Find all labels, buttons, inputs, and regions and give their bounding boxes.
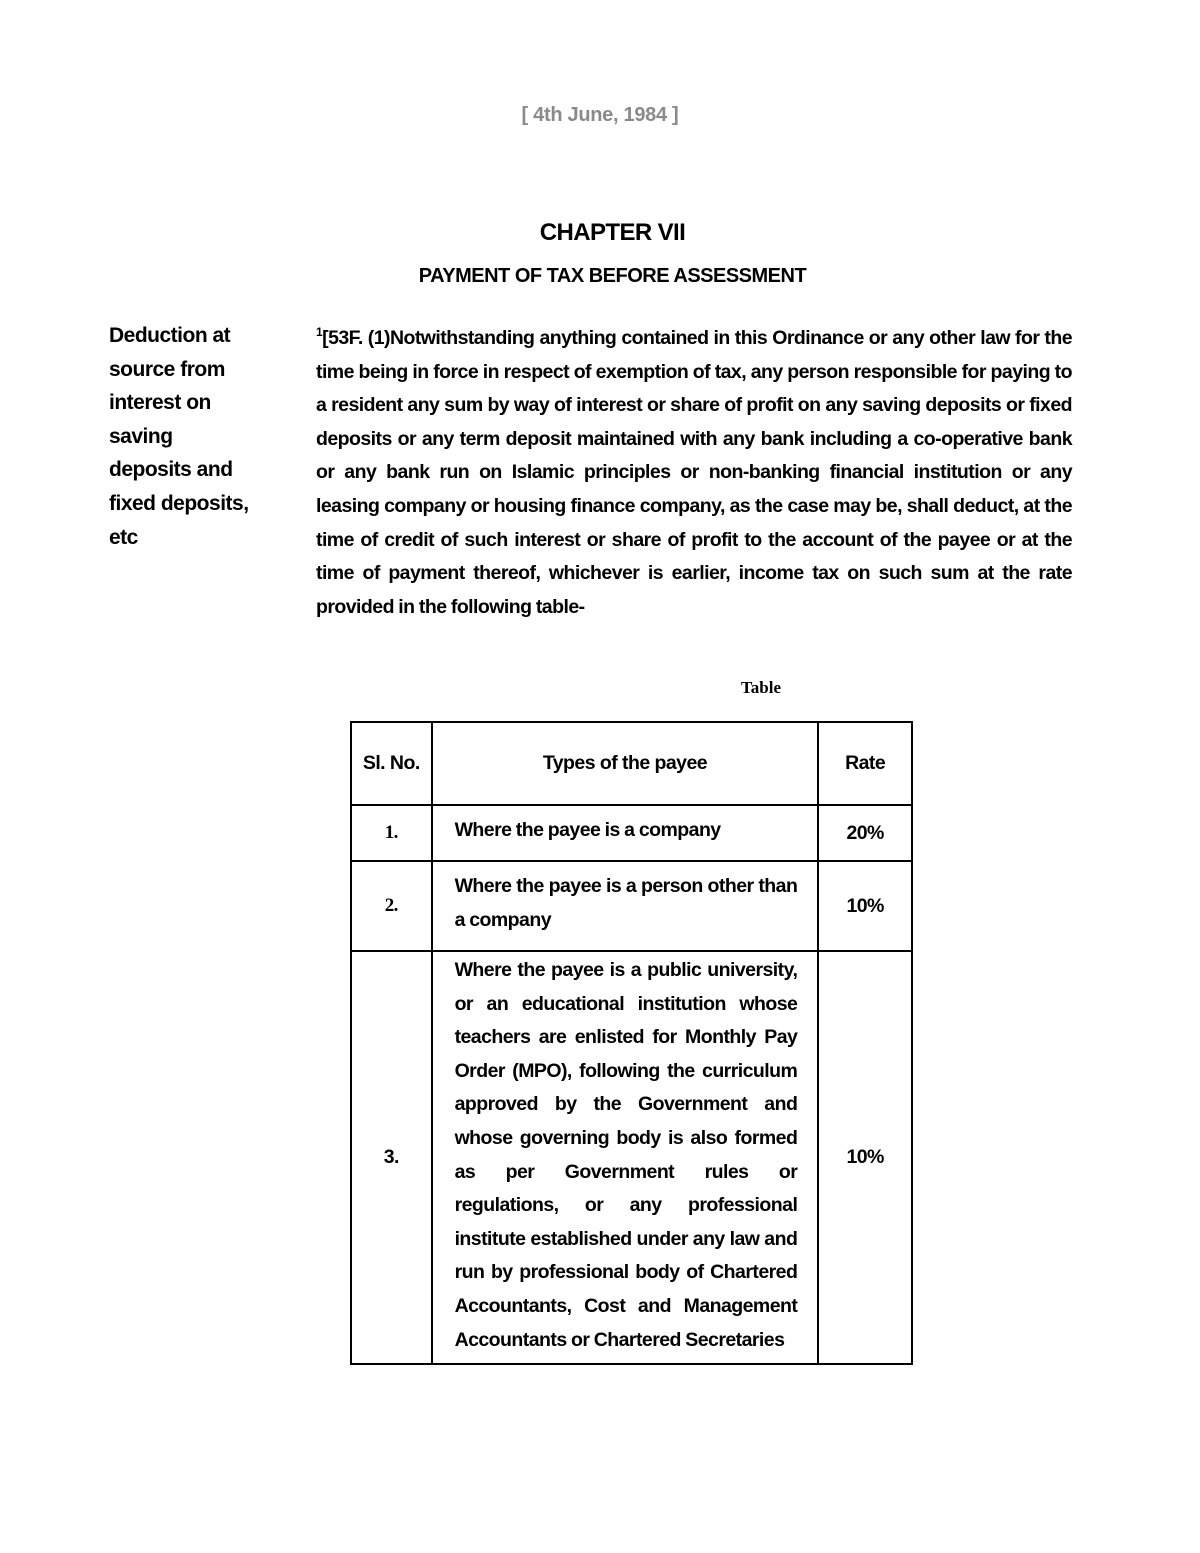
row-sl-no: 1. (351, 805, 432, 861)
row-payee-type: Where the payee is a public university, or an educational institution whose teachers are enlisted for Monthly Pay Order (MPO), following the curriculum approved by the Government and whose governing body is also formed as per Government rules or regulations, or any professional institute established under any law and run by professional body of Chartered Accountants, Cost and Management Accountants or Chartered Secretaries (432, 951, 819, 1364)
table-header-row (351, 722, 912, 805)
header-payee-type: Types of the payee (432, 722, 819, 805)
row-rate: 10% (818, 861, 912, 951)
table-row (351, 805, 912, 861)
row-payee-type: Where the payee is a person other than a company (432, 861, 819, 951)
header-rate: Rate (818, 722, 912, 805)
table-row (351, 861, 912, 951)
row-rate: 20% (818, 805, 912, 861)
payee-rate-table (350, 721, 913, 1365)
section-text: [53F. (1)Notwithstanding anything contained in this Ordinance or any other law for the time being in force in respect of exemption of tax, any person responsible for paying to a resident any sum by way of interest or share of profit on any saving deposits or fixed deposits or any term deposit maintained with any bank including a co-operative bank or any bank run on Islamic principles or non-banking financial institution or any leasing company or housing finance company, as the case may be, shall deduct, at the time of credit of such interest or share of profit to the account of the payee or at the time of payment thereof, whichever is earlier, income tax on such sum at the rate provided in the following table- (316, 327, 1072, 618)
chapter-title: PAYMENT OF TAX BEFORE ASSESSMENT (418, 265, 807, 287)
row-sl-no: 3. (351, 951, 432, 1364)
table-caption: Table (741, 678, 782, 697)
date-line: [ 4th June, 1984 ] (521, 104, 679, 126)
row-rate: 10% (818, 951, 912, 1364)
section-margin-note: Deduction at source from interest on saving deposits and fixed deposits, etc (109, 324, 249, 549)
row-sl-no: 2. (351, 861, 432, 951)
footnote-marker: 1 (316, 325, 323, 339)
header-sl-no: Sl. No. (351, 722, 432, 805)
section-body (316, 322, 1072, 624)
chapter-heading: CHAPTER VII (539, 219, 686, 246)
table-row (351, 951, 912, 1364)
row-payee-type: Where the payee is a company (432, 805, 819, 861)
